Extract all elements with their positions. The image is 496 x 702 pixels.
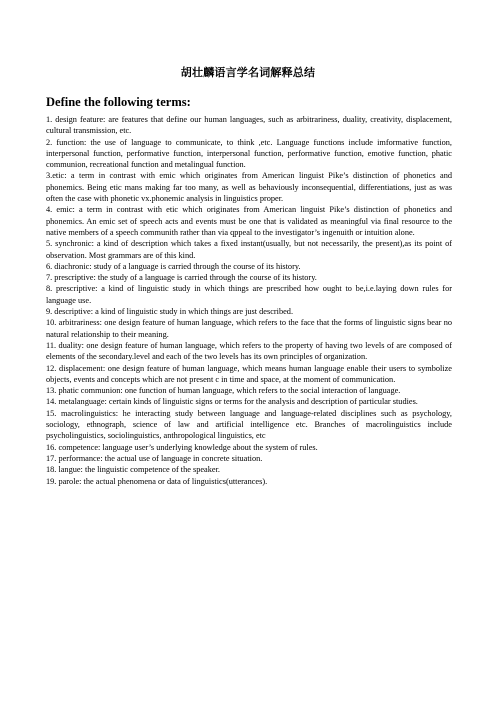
term-item: 12. displacement: one design feature of human language, which means human language enable their users to symbolize objects, events and concepts which are not present c in time and space, at the moment of communication. bbox=[46, 363, 452, 384]
document-title: 胡壮麟语言学名词解释总结 bbox=[180, 66, 316, 79]
term-item: 11. duality: one design feature of human language, which refers to the property of having two levels of are composed of elements of the secondary.level and each of the two levels has its own principles of organization. bbox=[46, 340, 452, 362]
term-item: 6. diachronic: study of a language is carried through the course of its history. bbox=[46, 261, 301, 271]
term-item: 17. performance: the actual use of language in concrete situation. bbox=[46, 453, 263, 463]
term-item: 16. competence: language user’s underlying knowledge about the system of rules. bbox=[46, 442, 318, 452]
term-item: 9. descriptive: a kind of linguistic study in which things are just described. bbox=[46, 307, 294, 317]
term-item: 5. synchronic: a kind of description which takes a fixed instant(usually, but not necessarily, the present),as its point of observation. Most grammars are of this kind. bbox=[46, 239, 452, 260]
term-item: 18. langue: the linguistic competence of the speaker. bbox=[46, 465, 220, 475]
term-item: 1. design feature: are features that define our human languages, such as arbitrariness, duality, creativity, displacement, cultural transmission, etc. bbox=[46, 115, 452, 136]
term-item: 15. macrolinguistics: he interacting study between language and language-related disciplines such as psychology, sociology, ethnograph, science of law and artificial intelligence etc. Branches of macrolinguistics include psycholinguistics, sociolinguistics, anthropological linguistics, etc bbox=[46, 408, 452, 441]
term-item: 2. function: the use of language to communicate, to think ,etc. Language functions include imformative function, interpersonal function, performative function, interpersonal function, performative function, emotive function, phatic communion, recreational function and metalingual function. bbox=[46, 137, 452, 170]
section-heading: Define the following terms: bbox=[46, 95, 191, 109]
term-item: 13. phatic communion: one function of human language, which refers to the social interaction of language. bbox=[46, 386, 401, 396]
term-item: 3.etic: a term in contrast with emic which originates from American linguist Pike’s distinction of phonetics and phonemics. Being etic mans making far too many, as well as behaviously inconsequential, differentiations, just as was often the case with phonetic vx.phonemic analysis in linguistics proper. bbox=[46, 171, 452, 204]
term-list bbox=[46, 114, 452, 487]
term-item: 10. arbitrariness: one design feature of human language, which refers to the face that the forms of linguistic signs bear no natural relationship to their meaning. bbox=[46, 318, 452, 339]
term-item: 8. prescriptive: a kind of linguistic study in which things are prescribed how ought to be,i.e.laying down rules for language use. bbox=[46, 284, 452, 305]
term-item: 7. prescriptive: the study of a language is carried through the course of its history. bbox=[46, 273, 317, 283]
term-item: 4. emic: a term in contrast with etic which originates from American linguist Pike’s distinction of phonetics and phonemics. An emic set of speech acts and events must be one that is validated as meaningful via final resource to the native members of a speech communith rather than via qppeal to the investigator’s ingenuith or intuition alone. bbox=[46, 205, 452, 237]
term-item: 14. metalanguage: certain kinds of linguistic signs or terms for the analysis and description of particular studies. bbox=[46, 397, 418, 407]
term-item: 19. parole: the actual phenomena or data of linguistics(utterances). bbox=[46, 476, 268, 486]
